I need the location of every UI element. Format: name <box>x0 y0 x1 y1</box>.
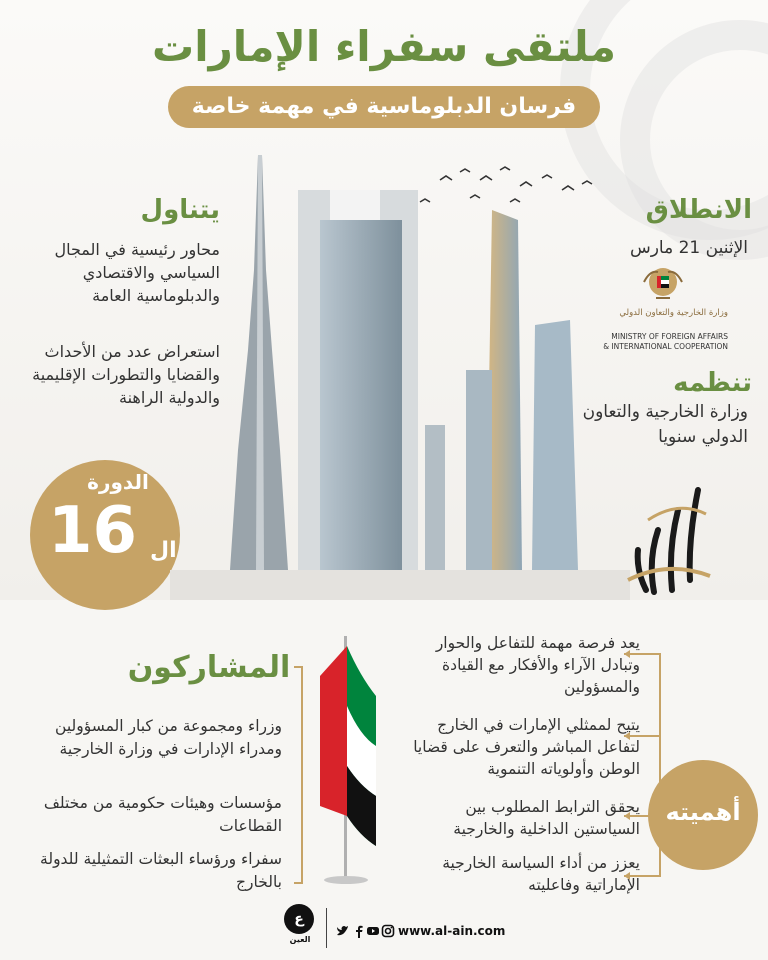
page-title: ملتقى سفراء الإمارات <box>151 22 616 71</box>
facebook-icon[interactable] <box>352 924 366 938</box>
al-ain-logo-text: العين <box>289 935 311 944</box>
footer-divider <box>326 908 327 948</box>
website-link[interactable]: www.al-ain.com <box>398 924 506 938</box>
launch-date: الإثنين 21 مارس <box>629 238 748 258</box>
al-ain-logo[interactable] <box>280 904 320 948</box>
covers-item-1: محاور رئيسية في المجال السياسي والاقتصادي والدبلوماسية العامة <box>54 240 220 305</box>
organizer-text: وزارة الخارجية والتعاون الدولي سنويا <box>582 402 748 447</box>
abu-dhabi-skyline-image <box>170 150 630 600</box>
participant-item: سفراء ورؤساء البعثات التمثيلية للدولة بالخارج <box>40 850 282 891</box>
organizer-heading: تنظمه <box>673 368 752 398</box>
uae-emblem-icon <box>636 262 690 308</box>
session-number: 16 <box>48 494 138 568</box>
covers-item-2: استعراض عدد من الأحداث والقضايا والتطورات الإقليمية والدولية الراهنة <box>32 342 220 407</box>
session-prefix: ال <box>150 538 177 563</box>
participant-item: وزراء ومجموعة من كبار المسؤولين ومدراء الإدارات في وزارة الخارجية <box>55 717 282 758</box>
importance-item: يتيح لممثلي الإمارات في الخارج لتفاعل المباشر والتعرف على قضايا الوطن وأولوياته التنموية <box>413 716 640 778</box>
al-ain-logo-mark: ع <box>284 904 314 934</box>
ministry-logo-english: MINISTRY OF FOREIGN AFFAIRS & INTERNATIONAL COOPERATION <box>603 332 728 351</box>
importance-heading: أهميته <box>665 798 741 826</box>
youtube-icon[interactable] <box>366 924 380 938</box>
instagram-icon[interactable] <box>381 924 395 938</box>
twitter-icon[interactable] <box>336 924 350 938</box>
launch-heading: الانطلاق <box>645 195 752 225</box>
importance-item: يعد فرصة مهمة للتفاعل والحوار وتبادل الآراء والأفكار مع القيادة والمسؤولين <box>435 634 640 696</box>
importance-item: يحقق الترابط المطلوب بين السياستين الداخلية والخارجية <box>453 798 640 838</box>
participants-heading: المشاركون <box>127 650 291 685</box>
covers-heading: يتناول <box>140 195 220 225</box>
importance-item: يعزز من أداء السياسة الخارجية الإماراتية وفاعليته <box>442 854 640 894</box>
session-badge <box>30 460 186 594</box>
uae-flag-image <box>300 636 400 886</box>
ministry-logo-arabic: وزارة الخارجية والتعاون الدولي <box>619 308 728 318</box>
subtitle-pill: فرسان الدبلوماسية في مهمة خاصة <box>168 86 600 128</box>
session-heading: الدورة <box>87 470 149 494</box>
forum-calligraphy-logo <box>618 480 718 600</box>
participant-item: مؤسسات وهيئات حكومية من مختلف القطاعات <box>43 794 282 835</box>
